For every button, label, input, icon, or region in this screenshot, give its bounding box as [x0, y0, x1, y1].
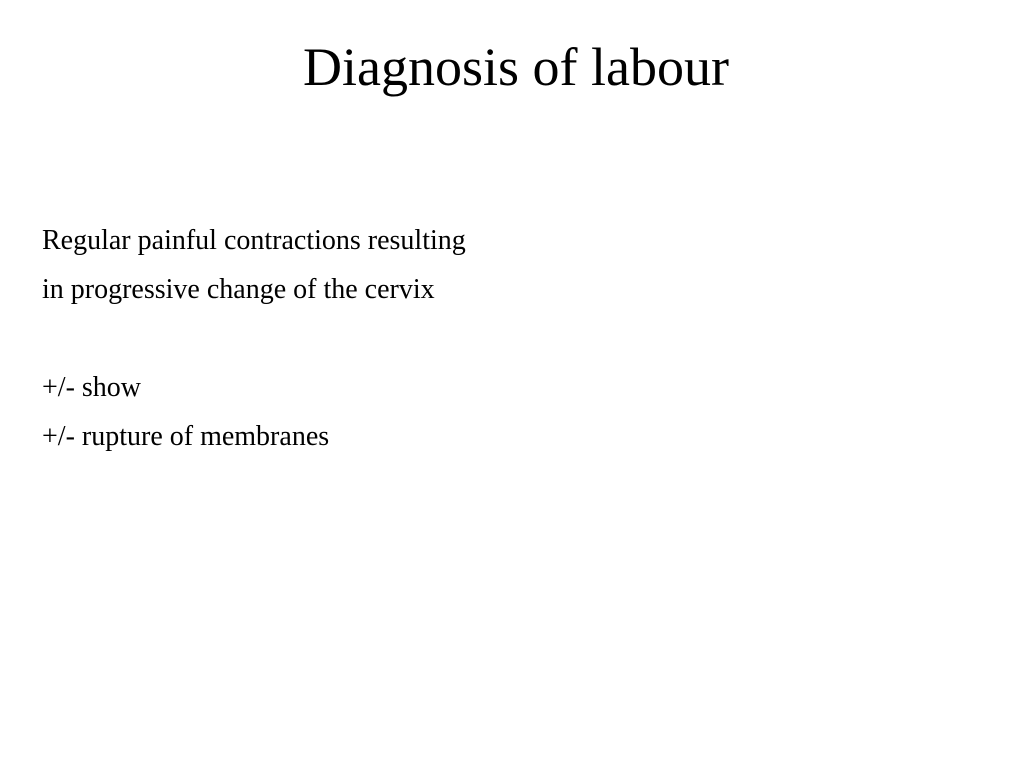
body-spacer	[42, 318, 982, 367]
slide-body	[42, 220, 982, 465]
slide-title: Diagnosis of labour	[303, 37, 729, 97]
body-line-contractions: Regular painful contractions resulting	[42, 225, 466, 256]
body-line-membranes: +/- rupture of membranes	[42, 421, 330, 452]
body-line-cervix: in progressive change of the cervix	[42, 274, 435, 305]
body-line-show: +/- show	[42, 372, 142, 403]
